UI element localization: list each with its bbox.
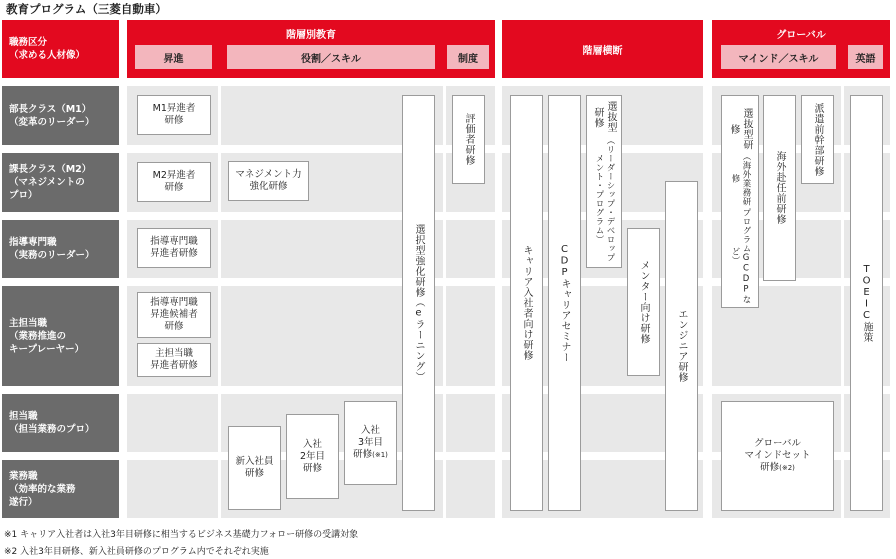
program-kaigai: 海外赴任前研修 <box>763 95 796 281</box>
header-oudan <box>502 20 703 78</box>
program-vertical-text: プログラムGCDPなど） <box>730 207 751 304</box>
footnote-ref: (※2) <box>779 464 795 472</box>
row-label-line: 業務職 <box>9 470 38 482</box>
program-nyusha3 <box>344 401 397 485</box>
program-line: 研修 <box>164 321 184 332</box>
program-line: 3年目 <box>357 437 384 448</box>
program-line: M1昇進者 <box>152 103 196 114</box>
program-shutantou <box>137 343 211 377</box>
header-kaisou-label: 階層別教育 <box>286 30 336 41</box>
program-shinnyu <box>228 426 281 510</box>
row-label-tantou <box>2 394 119 452</box>
program-line: 昇進者研修 <box>150 360 198 371</box>
program-line: 研修 <box>353 449 373 460</box>
program-engineer: エンジニア研修 <box>665 181 698 511</box>
band-row-4 <box>127 286 890 386</box>
program-cdp: CDPキャリアセミナー <box>548 95 581 511</box>
program-global-mind <box>721 401 834 511</box>
program-haken: 派遣前幹部研修 <box>801 95 834 184</box>
sub-shoushin: 昇進 <box>135 45 212 69</box>
program-sennbatsu <box>586 95 622 268</box>
program-line: M2昇進者 <box>152 170 196 181</box>
row-label-m2 <box>2 153 119 212</box>
row-label-line: （効率的な業務 <box>9 483 76 495</box>
sub-seido: 制度 <box>447 45 489 69</box>
separator <box>495 86 502 518</box>
separator <box>218 86 221 518</box>
footnote-ref: (※1) <box>372 451 388 459</box>
program-line <box>760 462 795 474</box>
header-oudan-label: 階層横断 <box>582 45 623 57</box>
program-shidou <box>137 228 211 268</box>
sub-mind: マインド／スキル <box>721 45 836 69</box>
row-label-line: キープレーヤー） <box>9 343 85 355</box>
corner-line-1: 職務区分 <box>9 37 48 48</box>
row-label-m1 <box>2 86 119 145</box>
row-label-shutantou <box>2 286 119 386</box>
program-line: 主担当職 <box>154 348 193 359</box>
row-label-line: プロ） <box>9 190 38 201</box>
row-label-line: （担当業務のプロ） <box>9 424 95 435</box>
row-label-shidou <box>2 220 119 278</box>
program-line: 研修 <box>164 115 184 126</box>
program-management <box>228 161 309 201</box>
program-line <box>353 449 388 461</box>
row-label-line: 遂行） <box>9 496 38 508</box>
program-line: 入社 <box>302 438 322 450</box>
program-m2 <box>137 162 211 202</box>
program-vertical-text: 選抜型研修 <box>592 101 616 133</box>
program-line: 強化研修 <box>249 181 288 192</box>
row-label-line: 主担当職 <box>9 317 48 329</box>
header-corner <box>2 20 119 78</box>
program-shidou-kouho <box>137 292 211 338</box>
program-line: 2年目 <box>299 450 326 462</box>
separator <box>443 86 446 518</box>
program-career: キャリア入社者向け研修 <box>510 95 543 511</box>
program-sentaku-kyouka <box>402 95 435 511</box>
row-label-line: （マネジメントの <box>9 177 85 188</box>
row-label-line: （変革のリーダー） <box>9 116 95 128</box>
footnote-1: ※1 キャリア入社者は入社3年目研修に相当するビジネス基礎力フォロー研修の受講対象 <box>4 530 359 540</box>
program-line: 研修 <box>302 462 322 474</box>
row-label-line: （業務推進の <box>9 330 67 342</box>
program-vertical-paren: （eラーニング） <box>413 297 424 383</box>
program-line: 研修 <box>244 468 264 479</box>
program-line: 指導専門職 <box>150 297 198 308</box>
program-vertical-text: 選択型強化研修 <box>413 223 424 298</box>
program-line: マインドセット <box>744 450 811 461</box>
program-vertical-paren: （リーダーシップ・デベロップメント・プログラム） <box>594 136 615 263</box>
program-line: 昇進者研修 <box>150 248 198 259</box>
program-nyusha2 <box>286 414 339 499</box>
program-vertical-paren: （海外業務研修 <box>730 151 751 206</box>
program-gcdp <box>721 95 759 308</box>
program-line: 入社 <box>360 425 380 436</box>
program-line: 指導専門職 <box>150 236 198 247</box>
row-label-line: 部長クラス（M1） <box>9 103 92 115</box>
sub-eigo: 英語 <box>848 45 883 69</box>
sub-yakuwari: 役割／スキル <box>227 45 435 69</box>
row-label-line: 指導専門職 <box>9 237 57 248</box>
separator <box>841 86 844 518</box>
row-label-line: 担当職 <box>9 411 38 422</box>
separator <box>703 86 712 518</box>
program-line: 研修 <box>164 182 184 193</box>
page-title: 教育プログラム（三菱自動車） <box>6 2 167 16</box>
program-line: グローバル <box>753 438 802 449</box>
program-toeic: TOEIC施策 <box>850 95 883 511</box>
program-vertical-text: 選抜型研修 <box>728 107 752 150</box>
program-line: マネジメント力 <box>235 169 302 180</box>
program-line: 新入社員 <box>235 456 274 467</box>
footnote-2: ※2 入社3年目研修、新入社員研修のプログラム内でそれぞれ実施 <box>4 547 269 557</box>
program-m1 <box>137 95 211 135</box>
row-label-gyoumu <box>2 460 119 518</box>
corner-line-2: （求める人材像） <box>9 50 86 61</box>
program-mentor: メンター向け研修 <box>627 228 660 376</box>
row-label-line: 課長クラス（M2） <box>9 164 92 175</box>
row-label-line: （実務のリーダー） <box>9 250 95 261</box>
program-line: 昇進候補者 <box>150 309 198 320</box>
program-line: 研修 <box>760 462 780 473</box>
program-hyouka: 評価者研修 <box>452 95 485 184</box>
header-global-label: グローバル <box>776 30 826 41</box>
